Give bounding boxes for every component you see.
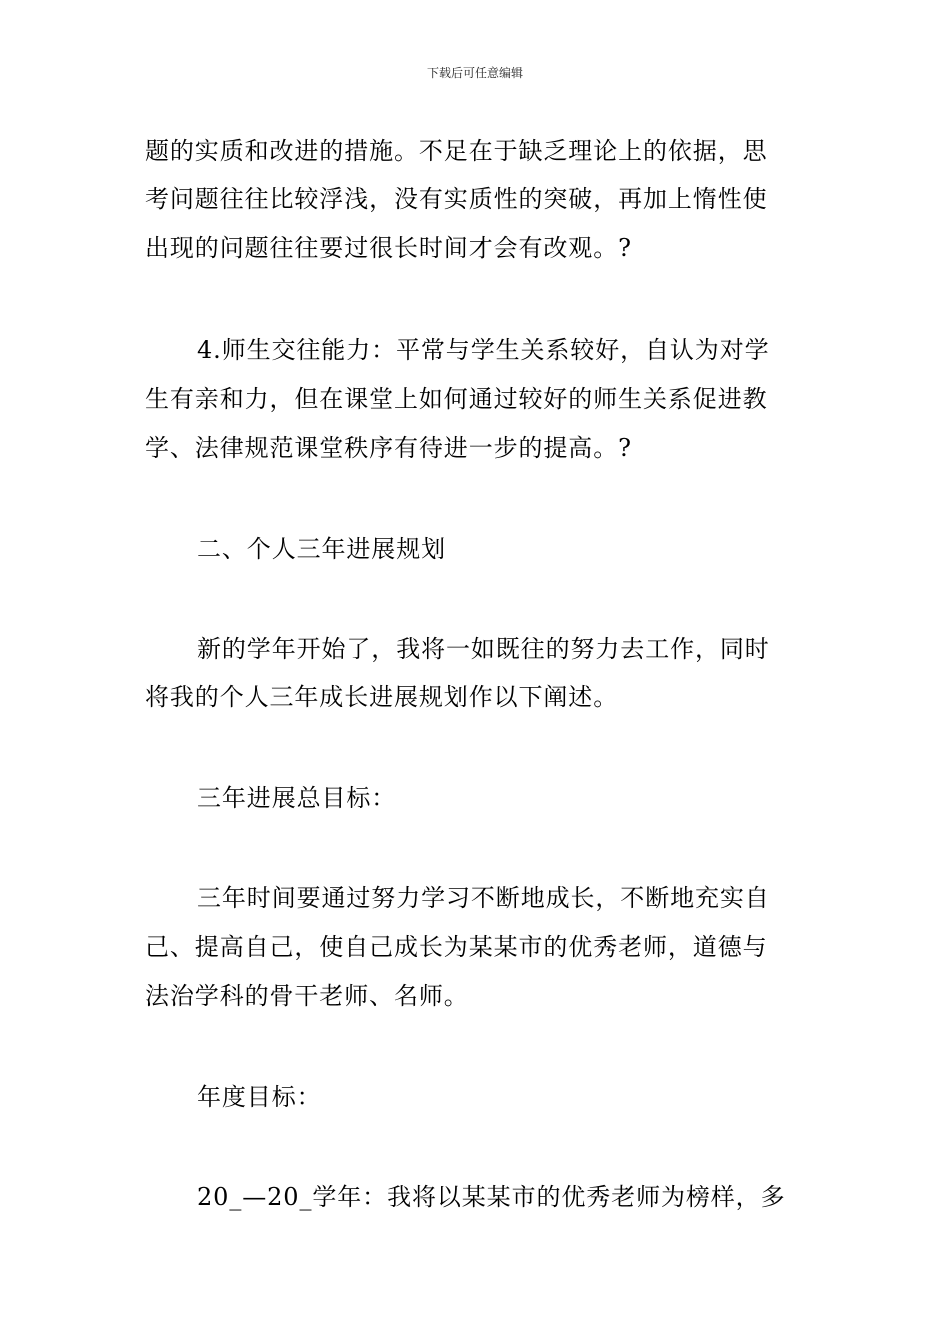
- page-header: 下载后可任意编辑: [426, 66, 523, 80]
- paragraph-line: 学、法律规范课堂秩序有待进一步的提高。?: [145, 434, 632, 462]
- subheading: 年度目标：: [197, 1083, 322, 1111]
- paragraph-line: 20_—20_学年：我将以某某市的优秀老师为榜样，多: [197, 1183, 786, 1211]
- section-heading: 二、个人三年进展规划: [197, 535, 446, 563]
- paragraph-line: 新的学年开始了，我将一如既往的努力去工作，同时: [197, 635, 770, 663]
- subheading: 三年进展总目标：: [197, 784, 397, 812]
- paragraph-line: 生有亲和力，但在课堂上如何通过较好的师生关系促进教: [145, 385, 768, 413]
- paragraph-line: 考问题往往比较浮浅，没有实质性的突破，再加上惰性使: [145, 185, 768, 213]
- paragraph-line: 法治学科的骨干老师、名师。: [145, 982, 469, 1010]
- paragraph-line: 将我的个人三年成长进展规划作以下阐述。: [145, 683, 619, 711]
- paragraph-line: 三年时间要通过努力学习不断地成长，不断地充实自: [197, 884, 770, 912]
- paragraph-line: 己、提高自己，使自己成长为某某市的优秀老师，道德与: [145, 933, 768, 961]
- paragraph-line: 出现的问题往往要过很长时间才会有改观。?: [145, 234, 632, 262]
- paragraph-line: 4.师生交往能力：平常与学生关系较好，自认为对学: [197, 336, 770, 364]
- paragraph-line: 题的实质和改进的措施。不足在于缺乏理论上的依据，思: [145, 137, 768, 165]
